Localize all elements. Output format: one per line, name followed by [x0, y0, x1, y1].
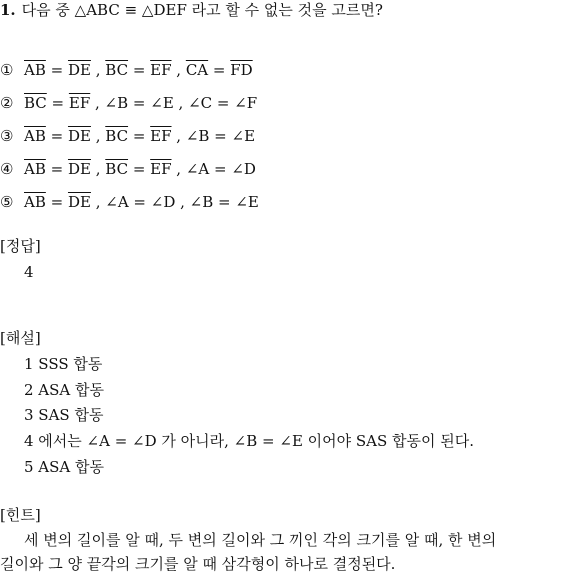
question-number: 1. [0, 1, 16, 19]
option-text-part: = [128, 61, 151, 79]
option-3[interactable] [0, 126, 255, 146]
segment-label: $\overline{DE}$ [67, 61, 91, 79]
option-text-part: = [45, 193, 68, 211]
answer-value: 4 [24, 263, 34, 281]
option-text-part: = [45, 127, 68, 145]
segment-label: $\overline{DE}$ [67, 127, 91, 145]
option-text-part: , [171, 61, 186, 79]
option-2[interactable] [0, 93, 257, 113]
option-text-part: , [90, 160, 106, 178]
option-text-part: = [128, 160, 151, 178]
option-text-part: = [208, 61, 231, 79]
segment-label: $\overline{EF}$ [150, 160, 172, 178]
hint-label: [힌트] [0, 506, 41, 524]
segment-label: $\overline{BC}$ [105, 61, 129, 79]
explanation-line-3: 3 SAS 합동 [24, 406, 104, 424]
option-text [24, 61, 253, 79]
option-text [24, 94, 257, 112]
option-number: ③ [0, 127, 14, 145]
option-text-part: = [45, 160, 68, 178]
segment-label: $\overline{BC}$ [105, 127, 129, 145]
explanation-line-4: 4 에서는 ∠A = ∠D 가 아니라, ∠B = ∠E 이어야 SAS 합동이 된다. [24, 432, 475, 450]
question-text: 다음 중 △ABC ≡ △DEF 라고 할 수 없는 것을 고르면? [21, 1, 383, 19]
segment-label: $\overline{DE}$ [67, 160, 91, 178]
segment-label: $\overline{EF}$ [150, 127, 172, 145]
hint-line-1: 세 변의 길이를 알 때, 두 변의 길이와 그 끼인 각의 크기를 알 때, 한 변의 [24, 531, 497, 549]
segment-label: $\overline{AB}$ [24, 127, 46, 145]
option-text-part: = [128, 127, 151, 145]
segment-label: $\overline{EF}$ [150, 61, 172, 79]
segment-label: $\overline{EF}$ [68, 94, 91, 112]
question-line [0, 0, 383, 20]
option-text-part: , ∠A = ∠D , ∠B = ∠E [90, 193, 259, 211]
option-text-part: , ∠B = ∠E , ∠C = ∠F [90, 94, 258, 112]
hint-line-2: 길이와 그 양 끝각의 크기를 알 때 삼각형이 하나로 결정된다. [0, 555, 396, 573]
segment-label: $\overline{AB}$ [24, 160, 46, 178]
segment-label: $\overline{BC}$ [24, 94, 47, 112]
explanation-line-2: 2 ASA 합동 [24, 381, 105, 399]
segment-label: $\overline{BC}$ [105, 160, 129, 178]
explanation-line-5: 5 ASA 합동 [24, 458, 105, 476]
option-text-part: , [90, 61, 106, 79]
option-number: ④ [0, 160, 14, 178]
segment-label: $\overline{FD}$ [230, 61, 253, 79]
option-text-part: , ∠B = ∠E [171, 127, 256, 145]
option-number: ② [0, 94, 14, 112]
segment-label: $\overline{AB}$ [24, 61, 46, 79]
option-text [24, 160, 256, 178]
option-number: ① [0, 61, 14, 79]
explanation-label: [해설] [0, 329, 41, 347]
option-text-part: , [90, 127, 106, 145]
option-text [24, 127, 255, 145]
option-4[interactable] [0, 159, 256, 179]
segment-label: $\overline{DE}$ [67, 193, 91, 211]
option-1[interactable] [0, 60, 253, 80]
option-5[interactable] [0, 192, 259, 212]
option-text [24, 193, 259, 211]
explanation-line-1: 1 SSS 합동 [24, 355, 103, 373]
option-text-part: = [46, 94, 69, 112]
option-text-part: = [45, 61, 68, 79]
segment-label: $\overline{CA}$ [185, 61, 209, 79]
segment-label: $\overline{AB}$ [24, 193, 46, 211]
answer-label: [정답] [0, 237, 41, 255]
option-number: ⑤ [0, 193, 14, 211]
option-text-part: , ∠A = ∠D [171, 160, 256, 178]
